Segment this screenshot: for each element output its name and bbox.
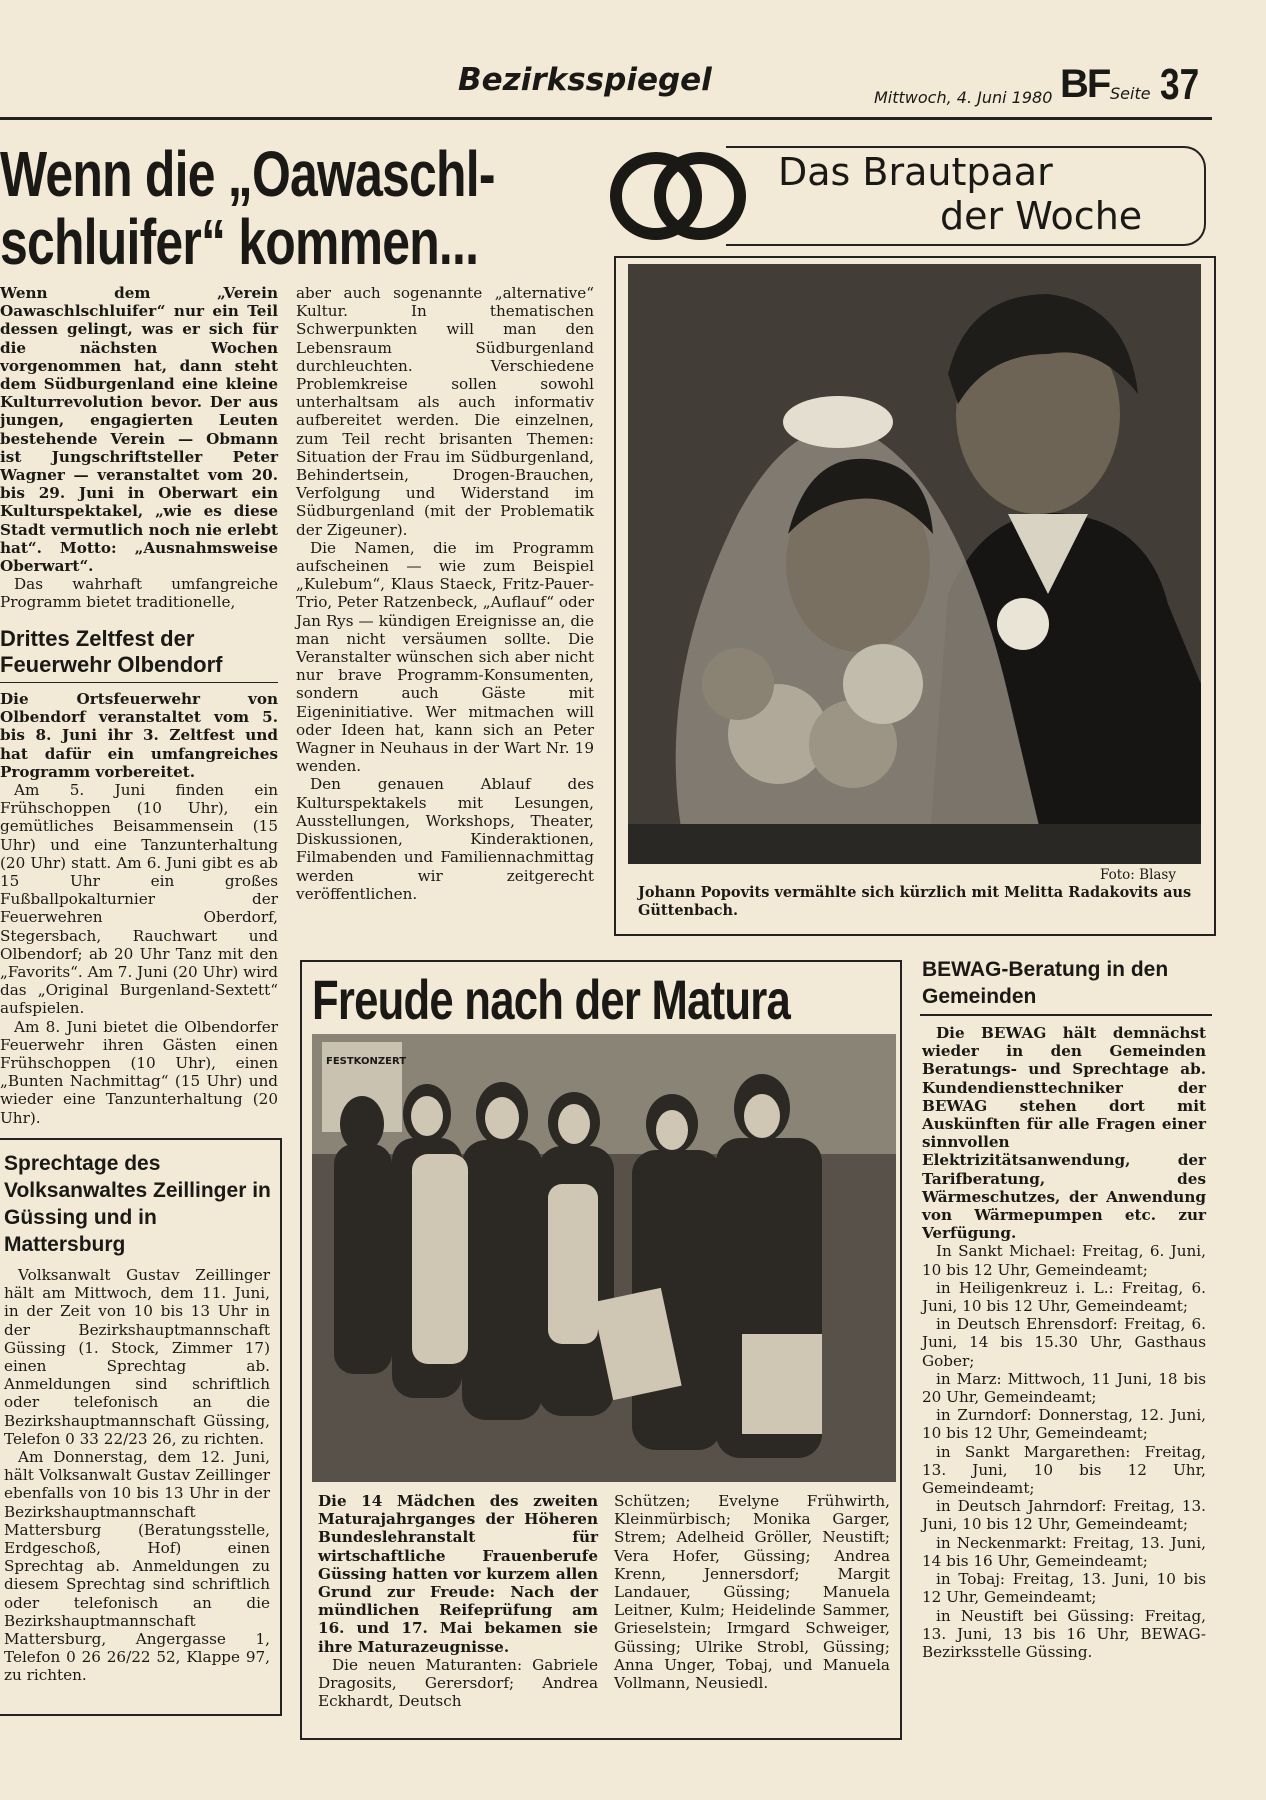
article3-paragraph: Volksanwalt Gustav Zeillinger hält am Mittwoch, dem 11. Juni, in der Zeit von 10 bis 13 Uhr in der Bezirkshauptmannschaft Güssing (1. Stock, Zimmer 17) einen Sprechtag ab. Anmeldungen sind schriftlich oder telefonisch an die Bezirkshauptmannschaft Güssing, Telefon 0 33 22/23 26, zu richten. xyxy=(4,1266,270,1448)
article1-paragraph: Das wahrhaft umfangreiche Programm bietet traditionelle, xyxy=(0,575,278,612)
article3-body xyxy=(4,1266,270,1685)
bewag-location-item: In Sankt Michael: Freitag, 6. Juni, 10 bis 12 Uhr, Gemeindeamt; xyxy=(922,1242,1206,1279)
bewag-location-item: in Neustift bei Güssing: Freitag, 13. Juni, 13 bis 16 Uhr, BEWAG-Bezirksstelle Güssing. xyxy=(922,1606,1206,1661)
issue-date: Mittwoch, 4. Juni 1980 xyxy=(874,88,1053,107)
article1-paragraph: aber auch sogenannte „alternative“ Kultur. In thematischen Schwerpunkten will man den Lebensraum Südburgenland durchleuchten. Verschiedene Problemkreise sollen sowohl unterhaltsam als auch informativ aufbereitet werden. Die einzelnen, zum Teil recht brisanten Themen: Situation der Frau im Südburgenland, Behindertsein, Drogen-Brauchen, Verfolgung und Widerstand im Südburgenland (mit der Problematik der Zigeuner). xyxy=(296,284,594,539)
bewag-location-item: in Zurndorf: Donnerstag, 12. Juni, 10 bis 12 Uhr, Gemeindeamt; xyxy=(922,1406,1206,1443)
wedding-photo xyxy=(628,264,1201,864)
wedding-photo-credit: Foto: Blasy xyxy=(1100,867,1176,883)
bewag-rule xyxy=(920,1014,1212,1016)
article1-headline-line1: Wenn die „Oawaschl- xyxy=(0,138,495,210)
wedding-photo-caption: Johann Popovits vermählte sich kürzlich mit Melitta Radakovits aus Güttenbach. xyxy=(638,884,1192,919)
bewag-location-item: in Deutsch Ehrensdorf: Freitag, 6. Juni, 14 bis 15.30 Uhr, Gasthaus Gober; xyxy=(922,1315,1206,1370)
article2-rule xyxy=(0,682,278,683)
header-rule xyxy=(0,117,1212,120)
bewag-location-item: in Deutsch Jahrndorf: Freitag, 13. Juni, 10 bis 12 Uhr, Gemeindeamt; xyxy=(922,1497,1206,1534)
article1-column-2 xyxy=(296,284,594,903)
article2-headline xyxy=(0,626,278,678)
poster-text: FESTKONZERT xyxy=(326,1056,407,1067)
bewag-headline: BEWAG-Beratung in den Gemeinden xyxy=(922,958,1169,1008)
bewag-body xyxy=(922,1024,1206,1661)
bewag-location-item: in Marz: Mittwoch, 11 Juni, 18 bis 20 Uhr, Gemeindeamt; xyxy=(922,1369,1206,1407)
article1-paragraph: Den genauen Ablauf des Kulturspektakels mit Lesungen, Ausstellungen, Workshops, Theater, Diskussionen, Kinderaktionen, Filmabenden und Familiennachmittag werden wir zeitgerecht veröffentlichen. xyxy=(296,775,594,903)
matura-column-1 xyxy=(318,1492,598,1710)
brautpaar-title-line1: Das Brautpaar xyxy=(778,150,1053,194)
bewag-location-item: in Neckenmarkt: Freitag, 13. Juni, 14 bis 16 Uhr, Gemeindeamt; xyxy=(922,1533,1206,1570)
article1-lead: Wenn dem „Verein Oawaschlschluifer“ nur ein Teil dessen gelingt, was er sich für die nächsten Wochen vorgenommen hat, dann steht dem Südburgenland eine kleine Kulturrevolution bevor. Der aus jungen, engagierten Leuten bestehende Verein — Obmann ist Jungschriftsteller Peter Wagner — veranstaltet vom 20. bis 29. Juni in Oberwart ein Kulturspektakel, „wie es diese Stadt vermutlich noch nie erlebt hat“. Motto: „Ausnahmsweise Oberwart“. xyxy=(0,284,278,576)
article2-headline-line2: Feuerwehr Olbendorf xyxy=(0,652,223,677)
bewag-location-item: in Sankt Margarethen: Freitag, 13. Juni, 10 bis 12 Uhr, Gemeindeamt; xyxy=(922,1442,1206,1498)
matura-paragraph: Die neuen Maturanten: Gabriele Dragosits, Gerersdorf; Andrea Eckhardt, Deutsch xyxy=(318,1655,598,1711)
graduates-photo xyxy=(312,1034,896,1482)
page-number: 37 xyxy=(1160,60,1200,109)
article3-headline: Sprechtage des Volksanwaltes Zeillinger in Güssing und in Mattersburg xyxy=(4,1152,271,1256)
article2-lead: Die Ortsfeuerwehr von Olbendorf veranstaltet vom 5. bis 8. Juni ihr 3. Zeltfest und hat dafür ein umfangreiches Programm vorbereitet. xyxy=(0,690,278,781)
article1-headline-line2: schluifer“ kommen... xyxy=(0,206,479,278)
bewag-lead: Die BEWAG hält demnächst wieder in den Gemeinden Beratungs- und Sprechtage ab. Kundendiensttechniker der BEWAG stehen dort mit Auskünften für alle Fragen einer sinnvollen Elektrizitätsanwendung, der Tarifberatung, des Wärmeschutzes, der Anwendung von Wärmepumpen etc. zur Verfügung. xyxy=(922,1024,1206,1243)
brautpaar-title-line2: der Woche xyxy=(940,194,1143,238)
bewag-locations-list xyxy=(922,1242,1206,1661)
page-label: Seite xyxy=(1110,84,1151,103)
article1-headline xyxy=(0,140,495,276)
article3-paragraph: Am Donnerstag, dem 12. Juni, hält Volksanwalt Gustav Zeillinger ebenfalls von 10 bis 13 Uhr in der Bezirkshauptmannschaft Mattersburg (Beratungsstelle, Erdgeschoß, Hof) einen Sprechtag ab. Anmeldungen zu diesem Sprechtag sind schriftlich oder telefonisch an die Bezirkshauptmannschaft Mattersburg, Angergasse 1, Telefon 0 26 26/22 52, Klappe 97, zu richten. xyxy=(4,1448,270,1685)
brautpaar-title xyxy=(778,150,1142,238)
article1-column-1 xyxy=(0,284,278,612)
matura-headline: Freude nach der Matura xyxy=(312,968,790,1031)
brand-logo: BF xyxy=(1060,62,1110,106)
article2-headline-line1: Drittes Zeltfest der xyxy=(0,626,195,651)
matura-column-2 xyxy=(614,1492,890,1692)
matura-lead: Die 14 Mädchen des zweiten Maturajahrganges der Höheren Bundeslehranstalt für wirtschaftliche Frauenberufe Güssing hatten vor kurzem allen Grund zur Freude: Nach der mündlichen Reifeprüfung am 16. und 17. Mai bekamen sie ihre Maturazeugnisse. xyxy=(318,1492,598,1656)
article1-paragraph: Die Namen, die im Programm aufscheinen — wie zum Beispiel „Kulebum“, Klaus Staeck, Fritz-Pauer-Trio, Peter Ratzenbeck, „Auflauf“ oder Jan Rys — kündigen Ereignisse an, die man nicht versäumen sollte. Die Veranstalter wünschen sich aber nicht nur brave Programm-Konsumenten, sondern auch Gäste mit Eigeninitiative. Wer mitmachen will oder Ideen hat, kann sich an Peter Wagner in Neuhaus in der Wart Nr. 19 wenden. xyxy=(296,538,594,776)
section-title: Bezirksspiegel xyxy=(458,62,712,98)
matura-paragraph: Schützen; Evelyne Frühwirth, Kleinmürbisch; Monika Garger, Strem; Adelheid Gröller, Neustift; Vera Hofer, Güssing; Andrea Krenn, Jennersdorf; Margit Landauer, Güssing; Manuela Leitner, Kulm; Heidelinde Sammer, Grieselstein; Irmgard Schweiger, Güssing; Ulrike Strobl, Güssing; Anna Unger, Tobaj, und Manuela Vollmann, Neusiedl. xyxy=(614,1492,890,1693)
article2-paragraph: Am 8. Juni bietet die Olbendorfer Feuerwehr ihren Gästen einen Frühschoppen (10 Uhr), einen „Bunten Nachmittag“ (15 Uhr) und wieder eine Tanzunterhaltung (20 Uhr). xyxy=(0,1017,278,1127)
bewag-location-item: in Heiligenkreuz i. L.: Freitag, 6. Juni, 10 bis 12 Uhr, Gemeindeamt; xyxy=(922,1278,1206,1316)
article2-body xyxy=(0,690,278,1127)
bewag-location-item: in Tobaj: Freitag, 13. Juni, 10 bis 12 Uhr, Gemeindeamt; xyxy=(922,1570,1206,1607)
article2-paragraph: Am 5. Juni finden ein Frühschoppen (10 Uhr), ein gemütliches Beisammensein (15 Uhr) und eine Tanzunterhaltung (20 Uhr) statt. Am 6. Juni gibt es ab 15 Uhr ein großes Fußballpokalturnier der Feuerwehren Oberdorf, Stegersbach, Rauchwart und Olbendorf; ab 20 Uhr Tanz mit den „Favorits“. Am 7. Juni (20 Uhr) wird das „Original Burgenland-Sextett“ aufspielen. xyxy=(0,781,278,1018)
